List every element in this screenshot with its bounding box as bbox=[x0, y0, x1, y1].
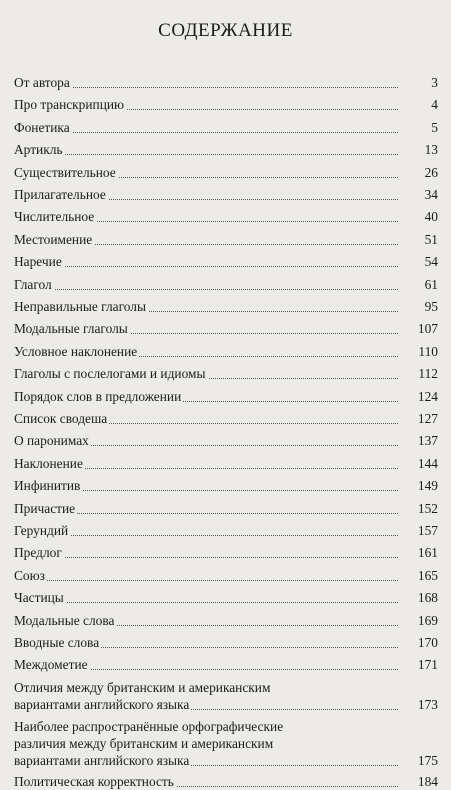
toc-entry-line bbox=[14, 365, 438, 382]
toc-entry-line bbox=[14, 320, 438, 337]
toc-entry[interactable] bbox=[14, 500, 438, 517]
toc-page-number: 26 bbox=[424, 164, 438, 180]
toc-entry[interactable] bbox=[14, 679, 438, 713]
toc-entry-line bbox=[14, 231, 438, 248]
toc-entry[interactable] bbox=[14, 365, 438, 382]
toc-entry-title: Прилагательное bbox=[14, 187, 106, 202]
toc-entry-title: Союз bbox=[14, 567, 45, 583]
toc-entry-line bbox=[14, 500, 438, 517]
toc-entry-title: Причастие bbox=[14, 500, 76, 516]
toc-page-number: 124 bbox=[417, 388, 438, 404]
toc-page-number: 184 bbox=[417, 774, 438, 790]
toc-entry-line bbox=[14, 276, 438, 293]
toc-entry-title: Местоимение bbox=[14, 231, 93, 247]
toc-entry-title: Наречие bbox=[14, 254, 62, 270]
toc-page-number: 5 bbox=[431, 119, 438, 135]
toc-entry-line bbox=[14, 718, 438, 735]
toc-entry-line bbox=[14, 96, 438, 113]
toc-entry-title: Артикль bbox=[14, 142, 63, 158]
toc-entry[interactable] bbox=[14, 544, 438, 561]
toc-page-number: 161 bbox=[417, 545, 438, 561]
toc-page-number: 168 bbox=[417, 590, 438, 606]
toc-entry-line bbox=[14, 455, 438, 472]
toc-entry-line bbox=[14, 522, 438, 539]
toc-entry-line bbox=[14, 696, 438, 713]
toc-entry-line bbox=[14, 773, 438, 790]
toc-entry[interactable] bbox=[14, 276, 438, 293]
toc-entry[interactable] bbox=[14, 656, 438, 673]
toc-entry-line bbox=[14, 544, 438, 561]
toc-entry-title: Модальные глаголы bbox=[14, 321, 128, 337]
toc-page-number: 54 bbox=[424, 254, 438, 270]
toc-entry-title: От автора bbox=[14, 75, 70, 90]
toc-page-number: 173 bbox=[417, 696, 438, 712]
toc-page-number: 170 bbox=[417, 635, 438, 650]
toc-entry-line bbox=[14, 752, 438, 769]
toc-entry-title: Существительное bbox=[14, 164, 116, 180]
toc-entry[interactable] bbox=[14, 455, 438, 472]
toc-entry-title: Глагол bbox=[14, 276, 52, 292]
toc-page-number: 149 bbox=[417, 478, 438, 494]
toc-entry-title: Фонетика bbox=[14, 119, 70, 135]
toc-entry-title: Порядок слов в предложении bbox=[14, 388, 182, 404]
toc-entry-title: Герундий bbox=[14, 523, 69, 538]
toc-entry[interactable] bbox=[14, 522, 438, 539]
toc-entry[interactable] bbox=[14, 410, 438, 427]
toc-page-number: 95 bbox=[424, 299, 438, 314]
toc-entry-line bbox=[14, 253, 438, 270]
toc-entry-line bbox=[14, 612, 438, 629]
toc-page-number: 34 bbox=[424, 187, 438, 202]
toc-entry[interactable] bbox=[14, 388, 438, 405]
toc-entry-line bbox=[14, 735, 438, 752]
toc-entry-line bbox=[14, 589, 438, 606]
toc-entry[interactable] bbox=[14, 231, 438, 248]
toc-entry-title: О паронимах bbox=[14, 433, 89, 449]
toc-entry-title: Междометие bbox=[14, 657, 88, 673]
toc-entry[interactable] bbox=[14, 773, 438, 790]
toc-entry-line bbox=[14, 208, 438, 225]
toc-entry-line bbox=[14, 477, 438, 494]
toc-entry-title: Про транскрипцию bbox=[14, 97, 125, 113]
toc-page-number: 107 bbox=[417, 321, 438, 337]
toc-entry-title: Наклонение bbox=[14, 455, 83, 471]
toc-entry[interactable] bbox=[14, 186, 438, 203]
toc-page-number: 112 bbox=[418, 366, 438, 382]
toc-entry[interactable] bbox=[14, 74, 438, 91]
toc-entry-title: Модальные слова bbox=[14, 612, 115, 628]
page-title: СОДЕРЖАНИЕ bbox=[158, 20, 293, 41]
toc-entry[interactable] bbox=[14, 718, 438, 769]
toc-entry-line bbox=[14, 298, 438, 315]
toc-page-number: 171 bbox=[417, 657, 438, 673]
toc-entry[interactable] bbox=[14, 612, 438, 629]
toc-page-number: 165 bbox=[417, 567, 438, 583]
toc-entry-title: Список сводеша bbox=[14, 411, 108, 426]
toc-entry[interactable] bbox=[14, 298, 438, 315]
toc-page-number: 3 bbox=[431, 75, 438, 90]
toc-entry-line bbox=[14, 74, 438, 91]
toc-entry-line bbox=[14, 119, 438, 136]
toc-page-number: 61 bbox=[424, 276, 438, 292]
toc-entry-line bbox=[14, 164, 438, 181]
toc-entry-title: вариантами английского языка bbox=[14, 696, 190, 712]
toc-entry[interactable] bbox=[14, 141, 438, 158]
toc-entry-line bbox=[14, 410, 438, 427]
toc-page-number: 13 bbox=[424, 142, 438, 158]
toc-entry[interactable] bbox=[14, 477, 438, 494]
toc-entry-line bbox=[14, 679, 438, 696]
toc-page-number: 110 bbox=[418, 343, 438, 359]
toc-entry[interactable] bbox=[14, 567, 438, 584]
toc-entry[interactable] bbox=[14, 320, 438, 337]
toc-entry-line bbox=[14, 656, 438, 673]
toc-entry-line bbox=[14, 343, 438, 360]
toc-entry-line bbox=[14, 141, 438, 158]
toc-entry-title: Предлог bbox=[14, 545, 62, 561]
toc-entry[interactable] bbox=[14, 253, 438, 270]
toc-entry-line bbox=[14, 186, 438, 203]
toc-entry-title: Числительное bbox=[14, 209, 95, 225]
toc-page-number: 175 bbox=[417, 752, 438, 768]
toc-entry[interactable] bbox=[14, 589, 438, 606]
toc-page-number: 51 bbox=[424, 231, 438, 247]
toc-entry-title: Глаголы с послелогами и идиомы bbox=[14, 366, 206, 382]
toc-entry-title: Инфинитив bbox=[14, 478, 81, 494]
toc-entry-title: Наиболее распространённые орфографические bbox=[14, 718, 284, 734]
toc-entry[interactable] bbox=[14, 164, 438, 181]
toc-page-number: 137 bbox=[417, 433, 438, 449]
toc-page-number: 4 bbox=[431, 97, 438, 113]
toc-page-number: 157 bbox=[417, 523, 438, 538]
toc-entry-title: Частицы bbox=[14, 590, 64, 606]
toc-entry-title: различия между британским и американским bbox=[14, 735, 274, 751]
toc-entry[interactable] bbox=[14, 343, 438, 360]
toc-entry[interactable] bbox=[14, 119, 438, 136]
toc-entry-line bbox=[14, 567, 438, 584]
toc-page-number: 127 bbox=[417, 411, 438, 426]
toc-entry[interactable] bbox=[14, 634, 438, 651]
toc-entry[interactable] bbox=[14, 208, 438, 225]
toc-entry-title: Неправильные глаголы bbox=[14, 299, 146, 314]
toc-entry-line bbox=[14, 388, 438, 405]
toc-entry-title: Условное наклонение bbox=[14, 343, 138, 359]
toc-entry[interactable] bbox=[14, 96, 438, 113]
toc-entry-title: вариантами английского языка bbox=[14, 752, 190, 768]
toc-entry-line bbox=[14, 634, 438, 651]
toc-entry-title: Отличия между британским и американским bbox=[14, 679, 271, 695]
toc-page-number: 169 bbox=[417, 612, 438, 628]
toc-entry[interactable] bbox=[14, 432, 438, 449]
toc-entry-title: Политическая корректность bbox=[14, 774, 174, 790]
toc-page-number: 40 bbox=[424, 209, 438, 225]
toc-page-number: 144 bbox=[417, 455, 438, 471]
toc-entry-title: Вводные слова bbox=[14, 635, 100, 650]
toc-page-number: 152 bbox=[417, 500, 438, 516]
toc-entry-line bbox=[14, 432, 438, 449]
